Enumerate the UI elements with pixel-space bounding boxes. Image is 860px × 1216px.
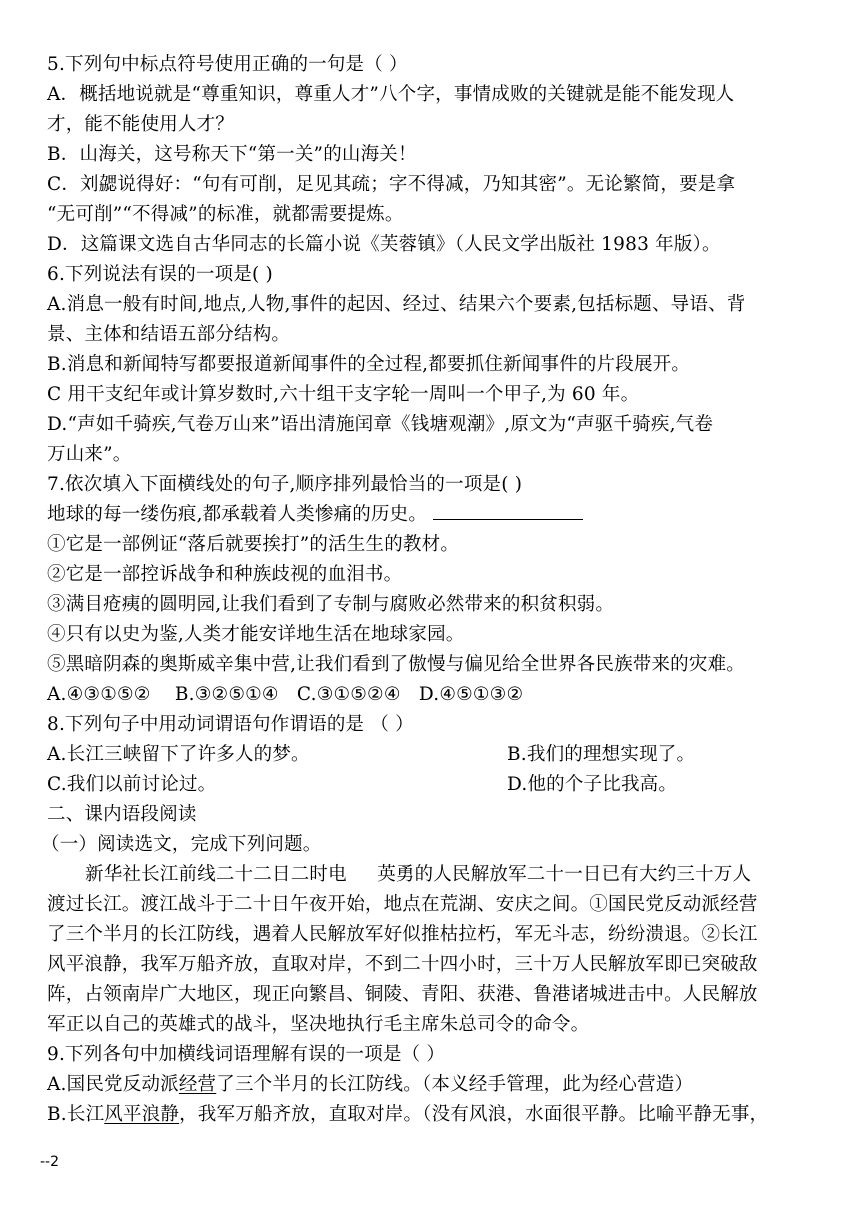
answer-blank: [433, 501, 583, 520]
q7-sentence-5: ⑤黑暗阴森的奥斯威辛集中营,让我们看到了傲慢与偏见给全世界各民族带来的灾难。: [47, 654, 745, 675]
q6-option-a-line1: A.消息一般有时间,地点,人物,事件的起因、经过、结果六个要素,包括标题、导语、背: [47, 294, 746, 315]
q7-lead-text: 地球的每一缕伤痕,都承载着人类惨痛的历史。: [47, 504, 428, 525]
q9-option-b-prefix: B.长江: [47, 1104, 105, 1125]
q7-sentence-2: ②它是一部控诉战争和种族歧视的血泪书。: [47, 564, 403, 585]
q8-options-row2: [47, 770, 817, 800]
q5-option-c-line2: “无可削”“不得减”的标准，就都需要提炼。: [47, 204, 404, 225]
passage-line-6: 军正以自己的英雄式的战斗，坚决地执行毛主席朱总司令的命令。: [47, 1014, 590, 1035]
q5-option-a-line1: A．概括地说就是“尊重知识，尊重人才”八个字，事情成败的关键就是能不能发现人: [47, 84, 735, 105]
section-heading: 二、课内语段阅读: [47, 804, 197, 825]
section-subheading: （一）阅读选文，完成下列问题。: [41, 834, 322, 855]
q7-sentence-3: ③满目疮痍的圆明园,让我们看到了专制与腐败必然带来的积贫积弱。: [47, 594, 615, 615]
passage-line-1: 新华社长江前线二十二日二时电 英勇的人民解放军二十一日已有大约三十万人: [85, 864, 752, 885]
q8-stem: 8.下列句子中用动词谓语句作谓语的是 （ ）: [47, 714, 414, 735]
q7-options: A.④③①⑤② B.③②⑤①④ C.③①⑤②④ D.④⑤①③②: [47, 684, 524, 705]
q7-sentence-4: ④只有以史为鉴,人类才能安详地生活在地球家园。: [47, 624, 465, 645]
q8-option-d: D.他的个子比我高。: [507, 774, 678, 795]
q8-option-c: C.我们以前讨论过。: [47, 774, 217, 795]
q6-option-a-line2: 景、主体和结语五部分结构。: [47, 324, 291, 345]
q5-option-d: D．这篇课文选自古华同志的长篇小说《芙蓉镇》（人民文学出版社 1983 年版）。: [47, 234, 721, 255]
q8-options-row1: [47, 740, 817, 770]
q7-sentence-1: ①它是一部例证“落后就要挨打”的活生生的教材。: [47, 534, 460, 555]
q8-option-a: A.长江三峡留下了许多人的梦。: [47, 744, 310, 765]
q9-option-b: [47, 1100, 817, 1130]
q9-option-b-underlined: 风平浪静: [104, 1104, 180, 1125]
q5-option-c-line1: C．刘勰说得好：“句有可削，足见其疏；字不得减，乃知其密”。无论繁简，要是拿: [47, 174, 736, 195]
q5-option-a-line2: 才，能不能使用人才？: [47, 114, 235, 135]
page-number: --2: [40, 1154, 60, 1170]
q6-option-d-line2: 万山来”。: [47, 444, 132, 465]
q6-stem: 6.下列说法有误的一项是( ): [47, 264, 273, 285]
q6-option-b: B.消息和新闻特写都要报道新闻事件的全过程,都要抓住新闻事件的片段展开。: [47, 354, 691, 375]
q6-option-d-line1: D.“声如千骑疾,气卷万山来”语出清施闰章《钱塘观潮》,原文为“声驱千骑疾,气卷: [47, 414, 714, 435]
passage-line-2: 渡过长江。渡江战斗于二十日午夜开始，地点在荒湖、安庆之间。①国民党反动派经营: [47, 894, 758, 915]
q5-option-b: B．山海关，这号称天下“第一关”的山海关！: [47, 144, 417, 165]
q9-stem: 9.下列各句中加横线词语理解有误的一项是（ ）: [47, 1044, 446, 1065]
passage-line-4: 风平浪静，我军万船齐放，直取对岸，不到二十四小时，三十万人民解放军即已突破敌: [47, 954, 758, 975]
q9-option-a: [47, 1070, 817, 1100]
q6-option-c: C 用干支纪年或计算岁数时,六十组干支字轮一周叫一个甲子,为 60 年。: [47, 384, 640, 405]
q9-option-b-suffix: ，我军万船齐放，直取对岸。（没有风浪，水面很平静。比喻平静无事，: [179, 1104, 769, 1125]
q5-stem: 5.下列句中标点符号使用正确的一句是（ ）: [47, 54, 408, 75]
passage-line-3: 了三个半月的长江防线，遇着人民解放军好似推枯拉朽，军无斗志，纷纷溃退。②长江: [47, 924, 758, 945]
q7-stem: 7.依次填入下面横线处的句子,顺序排列最恰当的一项是( ): [47, 474, 523, 495]
q9-option-a-prefix: A.国民党反动派: [47, 1074, 179, 1095]
q7-lead: [47, 500, 817, 530]
q9-option-a-suffix: 了三个半月的长江防线。（本义经手管理，此为经心营造）: [216, 1074, 694, 1095]
q9-option-a-underlined: 经营: [178, 1074, 217, 1095]
passage-line-5: 阵，占领南岸广大地区，现正向繁昌、铜陵、青阳、获港、鲁港诸城进击中。人民解放: [47, 984, 758, 1005]
q8-option-b: B.我们的理想实现了。: [507, 744, 696, 765]
